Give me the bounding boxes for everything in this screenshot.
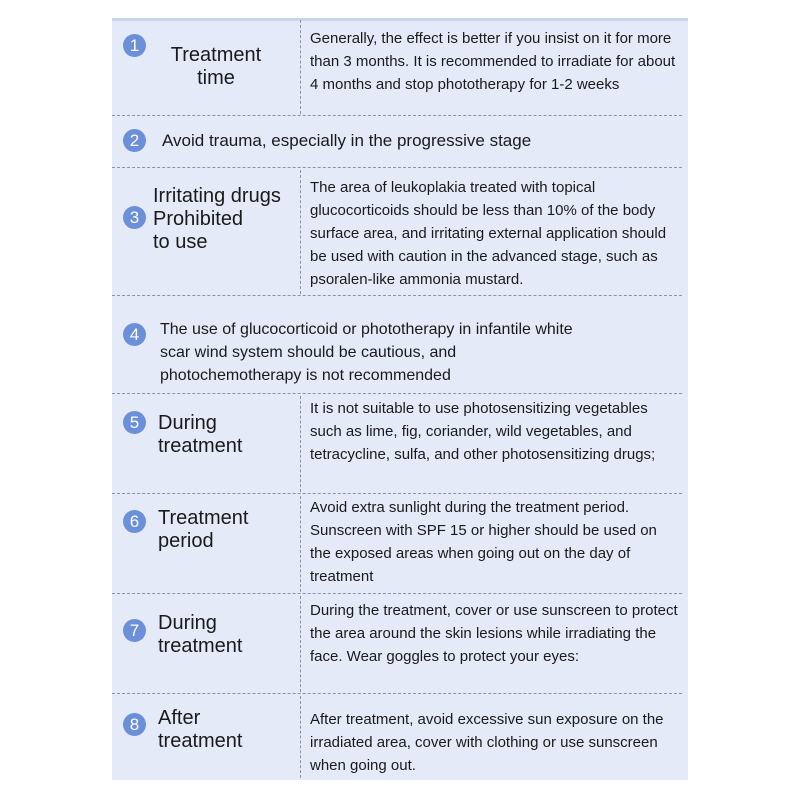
- title-line: treatment: [158, 435, 243, 457]
- title-line: period: [158, 530, 214, 552]
- item-during-treatment-diet: [112, 394, 688, 494]
- precautions-panel: [112, 18, 688, 780]
- number-badge-7: 7: [123, 619, 146, 642]
- title-line: to use: [153, 231, 208, 253]
- item-title: [158, 612, 242, 658]
- title-line: During: [158, 612, 217, 634]
- title-line: During: [158, 412, 217, 434]
- number-badge-3: 3: [123, 206, 146, 229]
- title-line: Prohibited: [153, 208, 244, 230]
- item-treatment-time: [112, 18, 688, 116]
- item-description: After treatment, avoid excessive sun exposure on the irradiated area, cover with clothing or use sunscreen when going out.: [310, 711, 664, 774]
- item-text: The use of glucocorticoid or phototherapy in infantile white scar wind system should be cautious, and photochemotherapy is not recommended: [160, 321, 573, 384]
- column-divider: [300, 396, 301, 492]
- column-divider: [300, 596, 301, 692]
- column-divider: [300, 20, 301, 114]
- column-divider: [300, 696, 301, 778]
- title-line: treatment: [158, 730, 243, 752]
- title-line: Treatment: [158, 507, 249, 529]
- number-badge-8: 8: [123, 713, 146, 736]
- item-description: Avoid extra sunlight during the treatment period. Sunscreen with SPF 15 or higher should be used on the exposed areas when going out on the day of treatment: [310, 499, 657, 585]
- item-irritating-drugs: [112, 168, 688, 296]
- title-line: time: [197, 67, 235, 89]
- item-title: [158, 507, 248, 553]
- number-badge-4: 4: [123, 323, 146, 346]
- item-during-treatment-protection: [112, 594, 688, 694]
- item-treatment-period: [112, 494, 688, 594]
- number-badge-5: 5: [123, 411, 146, 434]
- item-description: It is not suitable to use photosensitizing vegetables such as lime, fig, coriander, wild vegetables, and tetracycline, sulfa, and other photosensitizing drugs;: [310, 400, 656, 463]
- item-title: [158, 707, 242, 753]
- number-badge-6: 6: [123, 510, 146, 533]
- title-line: Treatment: [170, 44, 262, 66]
- number-badge-1: 1: [123, 34, 146, 57]
- number-badge-2: 2: [123, 129, 146, 152]
- item-title: [158, 412, 242, 458]
- item-title: [156, 44, 276, 90]
- item-after-treatment: [112, 694, 688, 780]
- item-text: Avoid trauma, especially in the progressive stage: [162, 131, 532, 150]
- item-description: During the treatment, cover or use sunscreen to protect the area around the skin lesions while irradiating the face. Wear goggles to protect your eyes:: [310, 602, 678, 665]
- item-glucocorticoid-caution: [112, 296, 688, 394]
- title-line: treatment: [158, 635, 243, 657]
- column-divider: [300, 496, 301, 592]
- item-avoid-trauma: [112, 116, 688, 168]
- title-line: Irritating drugs: [153, 185, 281, 207]
- title-line: After: [158, 707, 201, 729]
- item-description: Generally, the effect is better if you insist on it for more than 3 months. It is recommended to irradiate for about 4 months and stop phototherapy for 1-2 weeks: [310, 30, 676, 93]
- item-description: The area of leukoplakia treated with topical glucocorticoids should be less than 10% of the body surface area, and irritating external application should be used with caution in the advanced stage, such as psoralen-like ammonia mustard.: [310, 179, 667, 288]
- item-title: [153, 185, 281, 254]
- column-divider: [300, 170, 301, 294]
